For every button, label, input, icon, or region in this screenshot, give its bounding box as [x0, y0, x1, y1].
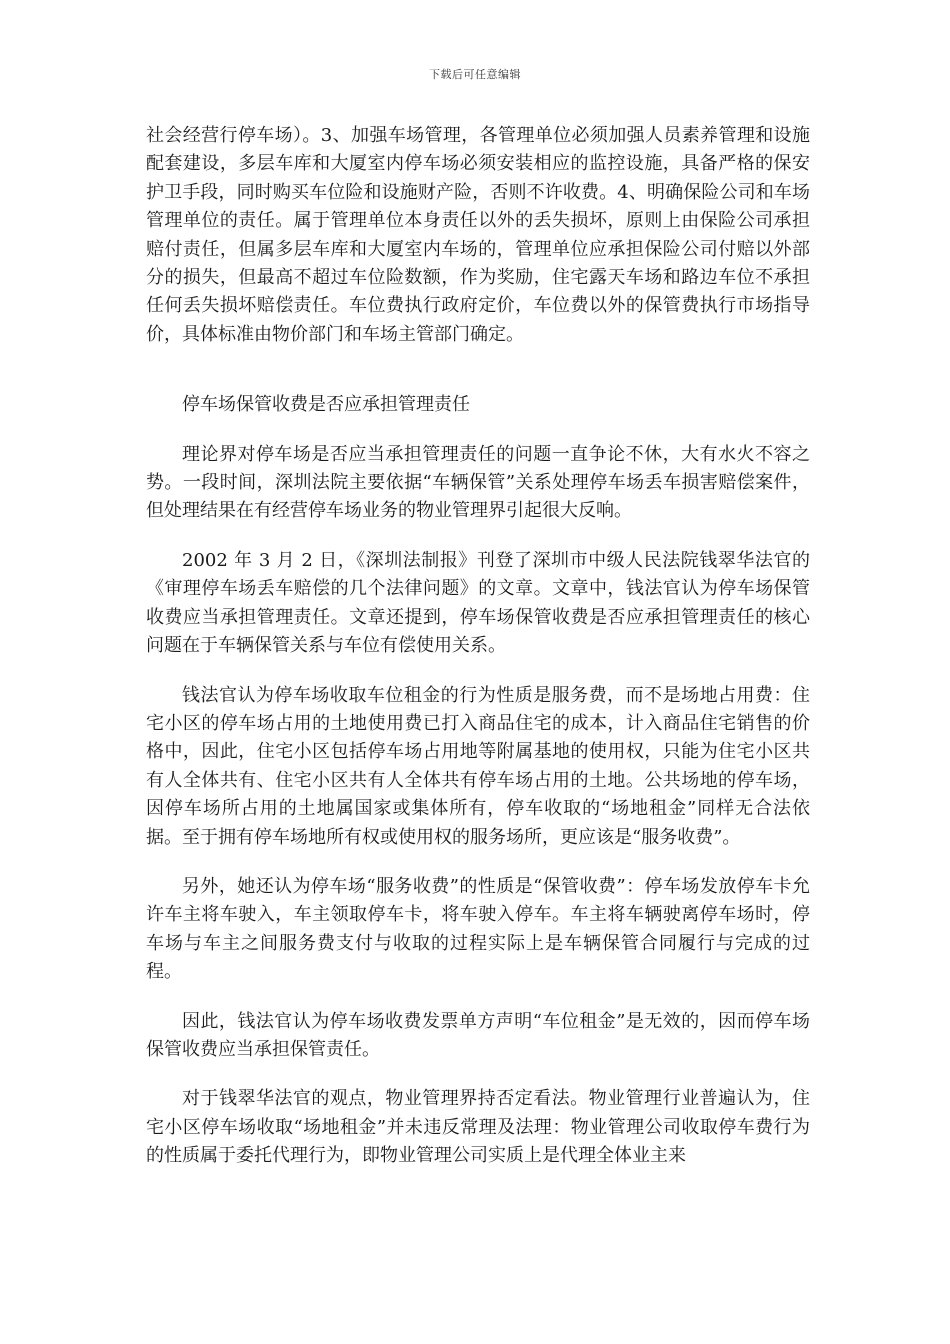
paragraph: 另外，她还认为停车场“服务收费”的性质是“保管收费”：停车场发放停车卡允许车主将车驶入，车主领取停车卡，将车驶入停车。车主将车辆驶离停车场时，停车场与车主之间服务费支付与收取的过程实际上是车辆保管合同履行与完成的过程。 — [146, 875, 810, 983]
section-heading: 停车场保管收费是否应承担管理责任 — [182, 394, 470, 416]
header-note: 下载后可任意编辑 — [429, 68, 521, 81]
paragraph: 理论界对停车场是否应当承担管理责任的问题一直争论不休，大有水火不容之势。一段时间，深圳法院主要依据“车辆保管”关系处理停车场丢车损害赔偿案件，但处理结果在有经营停车场业务的物业管理界引起很大反响。 — [146, 443, 810, 522]
paragraph: 对于钱翠华法官的观点，物业管理界持否定看法。物业管理行业普遍认为，住宅小区停车场收取“场地租金”并未违反常理及法理：物业管理公司收取停车费行为的性质属于委托代理行为，即物业管理公司实质上是代理全体业主来 — [146, 1088, 810, 1167]
paragraph: 因此，钱法官认为停车场收费发票单方声明“车位租金”是无效的，因而停车场保管收费应当承担保管责任。 — [146, 1010, 810, 1060]
paragraph-continuation: 社会经营行停车场）。3、加强车场管理，各管理单位必须加强人员素养管理和设施配套建设，多层车库和大厦室内停车场必须安装相应的监控设施，具备严格的保安护卫手段，同时购买车位险和设施财产险，否则不许收费。4、明确保险公司和车场管理单位的责任。属于管理单位本身责任以外的丢失损坏，原则上由保险公司承担赔付责任，但属多层车库和大厦室内车场的，管理单位应承担保险公司付赔以外部分的损失，但最高不超过车位险数额，作为奖励，住宅露天车场和路边车位不承担任何丢失损坏赔偿责任。车位费执行政府定价，车位费以外的保管费执行市场指导价，具体标准由物价部门和车场主管部门确定。 — [146, 125, 810, 345]
document-body — [146, 122, 810, 1171]
paragraph: 钱法官认为停车场收取车位租金的行为性质是服务费，而不是场地占用费：住宅小区的停车场占用的土地使用费已打入商品住宅的成本，计入商品住宅销售的价格中，因此，住宅小区包括停车场占用地等附属基地的使用权，只能为住宅小区共有人全体共有、住宅小区共有人全体共有停车场占用的土地。公共场地的停车场，因停车场所占用的土地属国家或集体所有，停车收取的“场地租金”同样无合法依据。至于拥有停车场地所有权或使用权的服务场所，更应该是“服务收费”。 — [146, 684, 810, 848]
paragraph: 2002 年 3 月 2 日，《深圳法制报》刊登了深圳市中级人民法院钱翠华法官的《审理停车场丢车赔偿的几个法律问题》的文章。文章中，钱法官认为停车场保管收费应当承担管理责任。文章还提到，停车场保管收费是否应承担管理责任的核心问题在于车辆保管关系与车位有偿使用关系。 — [146, 549, 810, 657]
